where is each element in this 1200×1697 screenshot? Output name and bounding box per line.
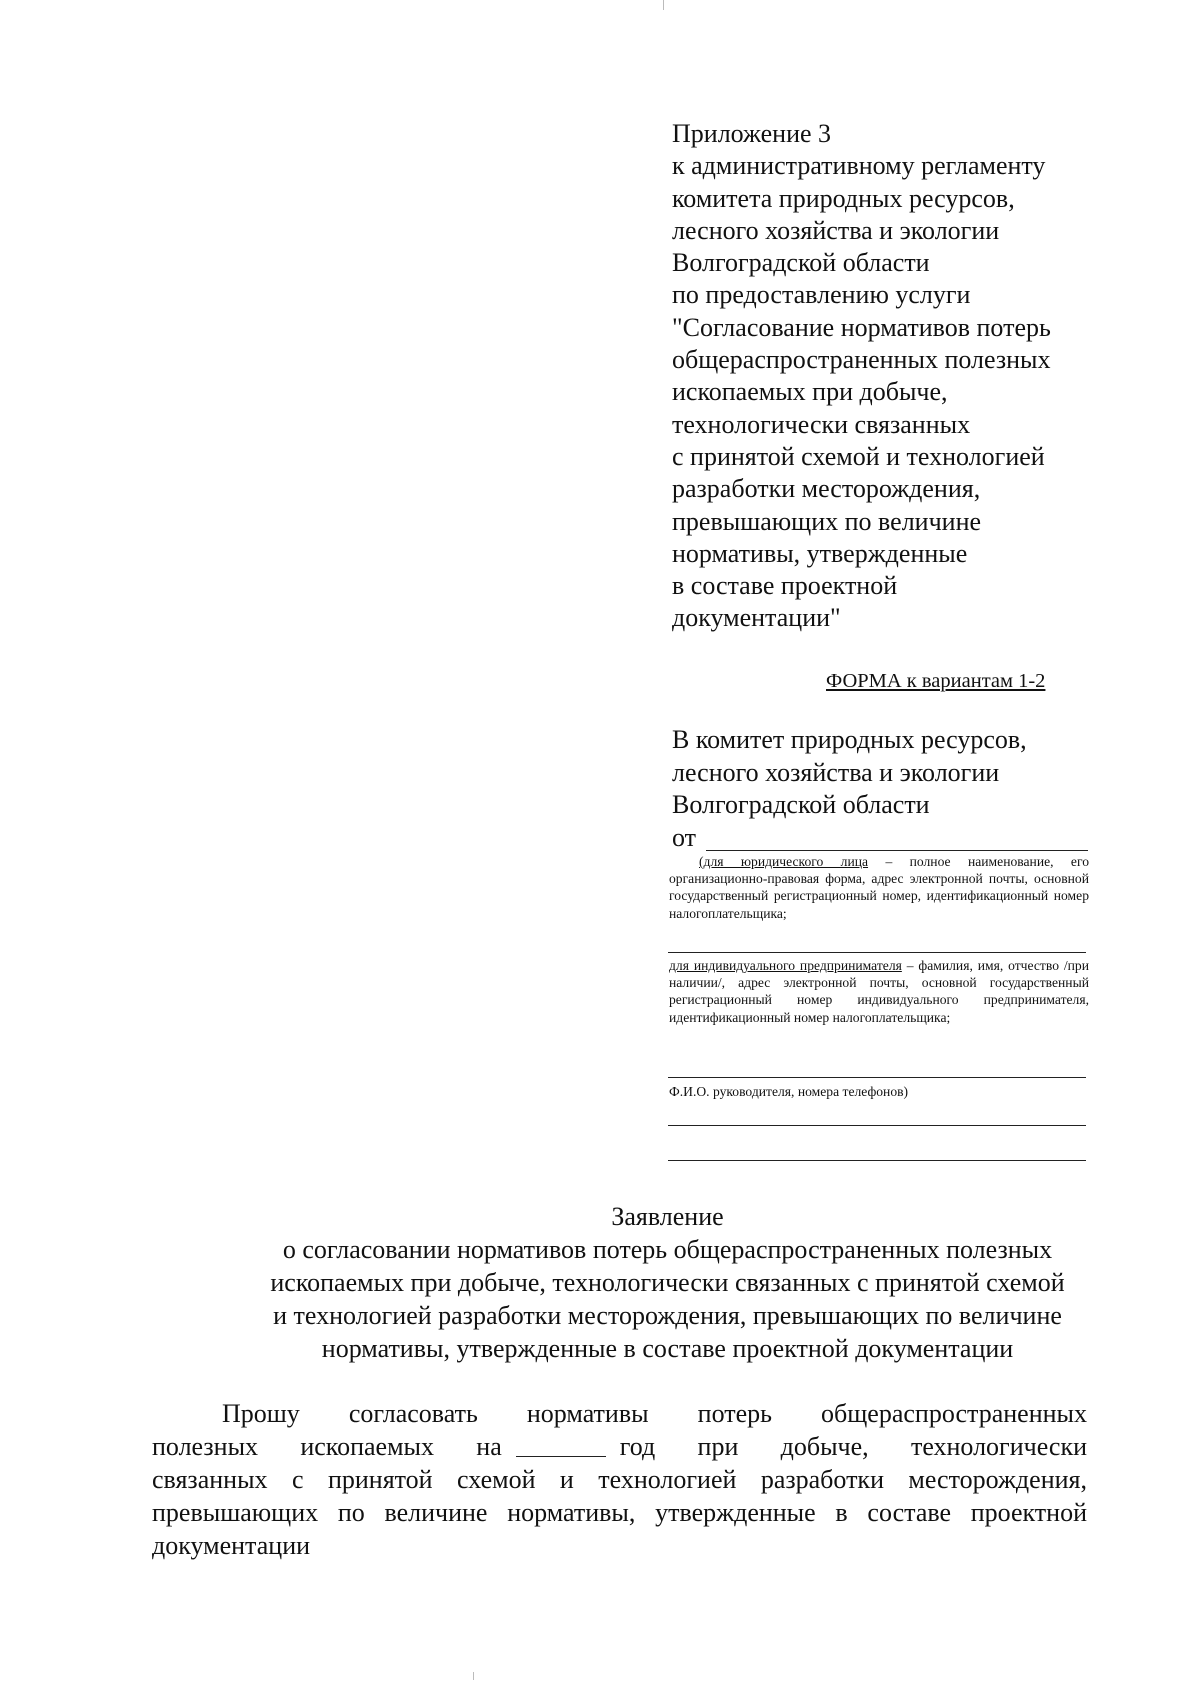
from-label: от — [672, 823, 697, 852]
body-line: Прошу согласовать нормативы потерь общераспространенных — [222, 1399, 1087, 1428]
statement-body — [152, 1397, 1087, 1562]
appendix-line: с принятой схемой и технологией — [672, 441, 1045, 471]
legal-entity-note — [669, 853, 1089, 922]
from-row — [672, 822, 1088, 854]
statement-title-block — [150, 1200, 1185, 1365]
appendix-line: разработки месторождения, — [672, 474, 981, 504]
appendix-line: лесного хозяйства и экологии — [672, 215, 1000, 245]
year-blank-field[interactable] — [516, 1432, 606, 1457]
legal-entity-text: – полное наименование, его организационно-правовая форма, адрес электронной почты, основной государственный регистрационный номер, идентификационный номер налогоплательщика; — [669, 854, 1089, 921]
appendix-line: в составе проектной — [672, 571, 898, 601]
entrepreneur-label: для индивидуального предпринимателя — [669, 958, 902, 973]
contact-note: Ф.И.О. руководителя, номера телефонов) — [669, 1084, 909, 1099]
body-line: связанных с принятой схемой и технологией разработки месторождения, — [152, 1465, 1087, 1494]
appendix-line: ископаемых при добыче, — [672, 377, 948, 407]
body-line: документации — [152, 1531, 311, 1560]
appendix-line: Приложение 3 — [672, 119, 832, 148]
legal-entity-label: (для юридического лица — [699, 854, 869, 869]
statement-title: Заявление — [611, 1202, 724, 1231]
appendix-line: технологически связанных — [672, 409, 971, 439]
addressee-line: Волгоградской области — [672, 790, 930, 819]
statement-subtitle-line: нормативы, утвержденные в составе проектной документации — [321, 1334, 1014, 1363]
contact-blank-line-1[interactable] — [668, 1125, 1086, 1126]
body-line-part: полезных ископаемых на — [152, 1432, 502, 1461]
addressee-block — [672, 724, 1092, 822]
addressee-line: В комитет природных ресурсов, — [672, 725, 1027, 754]
from-blank-line[interactable] — [706, 850, 1088, 851]
form-label: ФОРМА к вариантам 1-2 — [826, 670, 1046, 692]
scan-artifact-mark — [663, 0, 664, 10]
appendix-line: документации" — [672, 603, 841, 633]
appendix-line: превышающих по величине — [672, 506, 982, 536]
entrepreneur-note — [669, 957, 1089, 1026]
scan-artifact-mark — [473, 1672, 474, 1680]
statement-subtitle-line: о согласовании нормативов потерь общераспространенных полезных — [282, 1235, 1053, 1264]
appendix-header — [672, 118, 1112, 635]
appendix-line: к административному регламенту — [672, 151, 1046, 181]
addressee-line: лесного хозяйства и экологии — [672, 757, 1000, 787]
contact-blank-line-2[interactable] — [668, 1160, 1086, 1161]
appendix-line: нормативы, утвержденные — [672, 538, 968, 568]
appendix-line: "Согласование нормативов потерь — [672, 312, 1051, 342]
entrepreneur-blank-line[interactable] — [668, 1077, 1086, 1078]
entrepreneur-text: – фамилия, имя, отчество /при наличии/, адрес электронной почты, основной государственный регистрационный номер индивидуального предпринимателя, идентификационный номер налогоплательщика; — [669, 958, 1089, 1025]
body-line-with-year-blank — [152, 1430, 1087, 1463]
statement-subtitle-line: ископаемых при добыче, технологически связанных с принятой схемой — [270, 1268, 1065, 1297]
appendix-line: комитета природных ресурсов, — [672, 183, 1015, 213]
legal-entity-blank-line[interactable] — [668, 952, 1086, 953]
statement-subtitle-line: и технологией разработки месторождения, превышающих по величине — [273, 1301, 1062, 1330]
body-line-part: год при добыче, технологически — [619, 1432, 1087, 1461]
appendix-line: по предоставлению услуги — [672, 280, 971, 310]
appendix-line: общераспространенных полезных — [672, 345, 1051, 375]
appendix-line: Волгоградской области — [672, 248, 930, 278]
body-line: превышающих по величине нормативы, утвержденные в составе проектной — [152, 1498, 1087, 1527]
